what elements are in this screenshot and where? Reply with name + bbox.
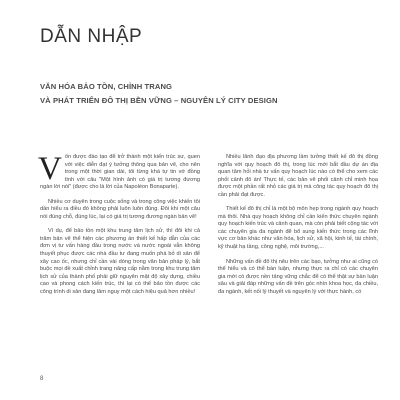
- page-number: 8: [40, 376, 44, 382]
- left-paragraph-3: Ví dụ, để bảo tồn một khu trung tâm lịch sử, thì đôi khi cả trăm bản vẽ thể hiện các phương án thiết kế hấp dẫn của các đơn vị tư vấn hàng đầu trong nước và nước ngoài vẫn không thuyết phục được các nhà đầu tư đang muốn phá bỏ di sản để xây cao ốc, nhưng chỉ cần vài dòng trong văn bản pháp lý, bắt buộc mọi đề xuất chỉnh trang nâng cấp nằm trong khu trung tâm lịch sử của thành phố phải giữ nguyên mật độ xây dựng, chiều cao và phong cách kiến trúc, thì lại có thể bảo tồn được các công trình di sản đang lâm nguy một cách hiệu quả hơn nhiều!: [40, 228, 200, 295]
- drop-cap: V: [38, 151, 62, 187]
- left-text-column: [38, 151, 200, 303]
- right-text-column: [218, 154, 378, 303]
- left-paragraph-1: [38, 151, 200, 192]
- left-paragraph-2: Nhiều cơ duyên trong cuộc sống và trong công việc khiến tôi dần hiểu ra điều đó không phải luôn luôn đúng. Đôi khi một câu nói đúng chỗ, đúng lúc, lại có giá trị tương đương ngàn bản vẽ!: [40, 198, 200, 220]
- chapter-title: DẪN NHẬP: [40, 26, 143, 47]
- left-paragraph-1-text: ốn được đào tạo để trở thành một kiến trúc sư, quen với việc diễn đạt ý tưởng thông qua bản vẽ, cho nên trong một thời gian dài, tôi từng khá tự tin vớ đồng tình với câu "Một hình ảnh có giá trị tương đương ngàn lời nói" (được cho là lời của Napoléon Bonaparte).: [40, 154, 200, 191]
- chapter-subtitle-line2: VÀ PHÁT TRIỂN ĐÔ THỊ BỀN VỮNG – NGUYÊN LÝ CITY DESIGN: [40, 96, 278, 105]
- chapter-subtitle-line1: VĂN HÓA BẢO TỒN, CHỈNH TRANG: [40, 82, 173, 91]
- right-paragraph-3: Những vấn đề đô thị nêu trên các bạo, tưởng như ai cũng có thể hiểu và có thể bàn luận, nhưng thực ra chỉ có các chuyên gia mới có được nền tảng vững chắc để có thể thật sự bàn luận sâu và giải đáp những vấn đề trên góc nhìn khoa học, đa chiều, đa ngành, kết nối lý thuyết và nguyên lý với thực hành, có: [218, 258, 378, 295]
- right-paragraph-1: Nhiều lãnh đạo địa phương lầm tưởng thiết kế đô thị đồng nghĩa với quy hoạch đô thị, trong lúc mới bắt đầu dự án địa quan tâm hỏi nhà tư vấn quy hoạch lúc nào có thể cho xem các phối cảnh đô án! Thực tế, các bản vẽ phối cảnh chỉ minh họa được một phần rất nhỏ các giá trị mà công tác quy hoạch đô thị cần phải đạt được.: [218, 154, 378, 198]
- right-paragraph-2: Thiết kế đô thị chỉ là một bộ môn hẹp trong ngành quy hoạch mà thôi. Nhà quy hoạch không chỉ cần kiến thức chuyên ngành quy hoạch kiến trúc và cảnh quan, mà còn phải biết cộng tác với các chuyên gia đa ngành để bổ sung kiến thức trong các lĩnh vực cơ bản khác như văn hóa, lịch sử, xã hội, kinh tế, tài chính, kỹ thuật hạ tầng, công nghệ, môi trường,...: [218, 206, 378, 251]
